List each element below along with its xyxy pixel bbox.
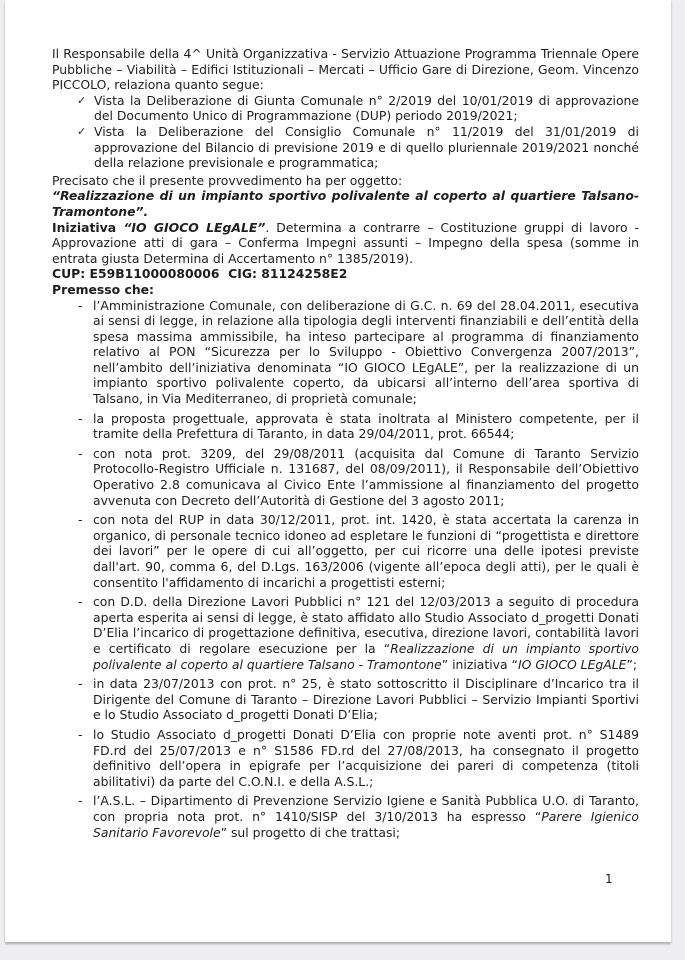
subject-title: “Realizzazione di un impianto sportivo polivalente al coperto al quartiere Talsano-Tramontone”.: [52, 188, 639, 219]
checklist-item-text: Vista la Deliberazione del Consiglio Comunale n° 11/2019 del 31/01/2019 di approvazione del Bilancio di previsione 2019 e di quello pluriennale 2019/2021 nonché della relazione previsionale e programmatica;: [94, 123, 639, 171]
premesso-item-text: lo Studio Associato d_progetti Donati D’Elia con proprie note aventi prot. n° S1489 FD.rd del 25/07/2013 e n° S1586 FD.rd del 27/08/2013, ha consegnato il progetto definitivo dell’opera in epigrafe per l’acquisizione dei pareri di competenza (titoli abilitativi) da parte del C.O.N.I. e della A.S.L.;: [93, 726, 639, 789]
premesso-item-text: in data 23/07/2013 con prot. n° 25, è stato sottoscritto il Disciplinare d’Incarico tra il Dirigente del Comune di Taranto – Direzione Lavori Pubblici – Servizio Impianti Sportivi e lo Studio Associato d_progetti Donati D’Elia;: [93, 676, 639, 723]
premesso-item-text: con nota prot. 3209, del 29/08/2011 (acquisita dal Comune di Taranto Servizio Protocollo-Registro Ufficiale n. 131687, del 08/09/2011), il Responsabile dell’Obiettivo Operativo 2.8 comunicava al Civico Ente l’ammissione al finanziamento del progetto avvenuta con Decreto dell’Autorità di Gestione del 3 agosto 2011;: [93, 445, 639, 508]
document-body: [52, 46, 639, 844]
premesso-list: [52, 298, 639, 841]
initiative-paragraph: [52, 220, 639, 267]
dash-bullet-icon: -: [78, 297, 83, 313]
dash-bullet-icon: -: [78, 512, 83, 528]
premesso-item-text: [93, 793, 639, 839]
dash-bullet-icon: -: [78, 726, 83, 742]
premesso-item-text: [93, 594, 639, 671]
checkmark-icon: ✓: [77, 124, 87, 138]
checkmark-icon: ✓: [77, 93, 87, 107]
checklist-item-text: Vista la Deliberazione di Giunta Comunale n° 2/2019 del 10/01/2019 di approvazione del Documento Unico di Programmazione (DUP) periodo 2019/2021;: [94, 92, 639, 124]
initiative-description: . Determina a contrarre – Costituzione gruppi di lavoro - Approvazione atti di gara – Conferma Impegni assunti – Impegno della spesa (somme in entrata giusta Determina di Accertamento n° 1385/2019).: [52, 219, 639, 266]
dash-bullet-icon: -: [78, 676, 83, 692]
project-title-italic: Realizzazione di un impianto sportivo polivalente al coperto al quartiere Talsano - Tramontone: [93, 640, 639, 672]
premesso-item: [78, 793, 639, 840]
checklist-item: [77, 123, 639, 171]
premesso-item-text: con nota del RUP in data 30/12/2011, prot. int. 1420, è stata accertata la carenza in organico, di personale tecnico idoneo ad espletare le funzioni di “progettista e direttore dei lavori” per le opere di cui all’oggetto, per cui ricorre una delle ipotesi previste dall'art. 90, comma 6, del D.Lgs. 163/2006 (vigente all’epoca degli atti), per le quali è consentito l'affidamento di incarichi a progettisti esterni;: [93, 512, 639, 590]
checklist: [52, 93, 639, 171]
text-segment: l’A.S.L. – Dipartimento di Prevenzione Servizio Igiene e Sanità Pubblica U.O. di Taranto, con propria nota prot. n° 1410/SISP del 3/10/2013 ha espresso “: [93, 793, 639, 824]
opinion-italic: Parere Igienico Sanitario Favorevole: [93, 808, 639, 840]
initiative-name: “IO GIOCO LEgALE”: [123, 219, 266, 235]
premesso-item: [78, 676, 639, 723]
text-segment: ” iniziativa “: [441, 656, 518, 672]
premesso-item: [78, 445, 639, 508]
dash-bullet-icon: -: [78, 410, 83, 426]
premesso-item: [78, 726, 639, 789]
text-segment: ”;: [626, 656, 638, 672]
page-number: 1: [605, 872, 613, 886]
premesso-heading: Premesso che:: [52, 281, 155, 297]
checklist-item: [77, 92, 639, 124]
dash-bullet-icon: -: [78, 445, 83, 461]
premesso-item: [78, 512, 639, 590]
dash-bullet-icon: -: [78, 793, 83, 809]
premesso-item-text: la proposta progettuale, approvata è stata inoltrata al Ministero competente, per il tramite della Prefettura di Taranto, in data 29/04/2011, prot. 66544;: [93, 410, 639, 442]
cup-cig-codes: CUP: E59B11000080006 CIG: 81124258E2: [52, 266, 348, 282]
precisato-paragraph: Precisato che il presente provvedimento ha per oggetto:: [52, 172, 403, 188]
initiative-name-italic: IO GIOCO LEgALE: [517, 656, 627, 672]
initiative-label: [52, 220, 265, 235]
text-segment: con D.D. della Direzione Lavori Pubblici n° 121 del 12/03/2013 a seguito di procedura aperta esperita ai sensi di legge, è stato affidato allo Studio Associato d_progetti Donati D’Elia l’incarico di progettazione definitiva, esecutiva, direzione lavori, contabilità lavori e certificato di regolare esecuzione per la “: [93, 594, 639, 656]
dash-bullet-icon: -: [78, 594, 83, 610]
premesso-item-text: l’Amministrazione Comunale, con deliberazione di G.C. n. 69 del 28.04.2011, esecutiva ai sensi di legge, in relazione alla tipologia degli interventi finanziabili e dell’entità della spesa massima ammissibile, ha inteso partecipare al programma di finanziamento relativo al PON “Sicurezza per lo Sviluppo - Obiettivo Convergenza 2007/2013”, nell’ambito dell’iniziativa denominata “IO GIOCO LEgALE”, per la realizzazione di un impianto sportivo polivalente coperto, da ubicarsi all’interno dell’area sportiva di Talsano, in Via Mediterraneo, di proprietà comunale;: [93, 297, 639, 407]
initiative-label-text: Iniziativa: [52, 219, 124, 235]
premesso-item: [78, 410, 639, 442]
premesso-item: [78, 594, 639, 672]
text-segment: ” sul progetto di che trattasi;: [220, 824, 401, 840]
premesso-item: [78, 297, 639, 407]
intro-paragraph: Il Responsabile della 4^ Unità Organizzativa - Servizio Attuazione Programma Triennale Opere Pubbliche – Viabilità – Edifici Istituzionali – Mercati – Ufficio Gare di Direzione, Geom. Vincenzo PICCOLO, relaziona quanto segue:: [52, 46, 639, 93]
document-page: [5, 0, 671, 942]
